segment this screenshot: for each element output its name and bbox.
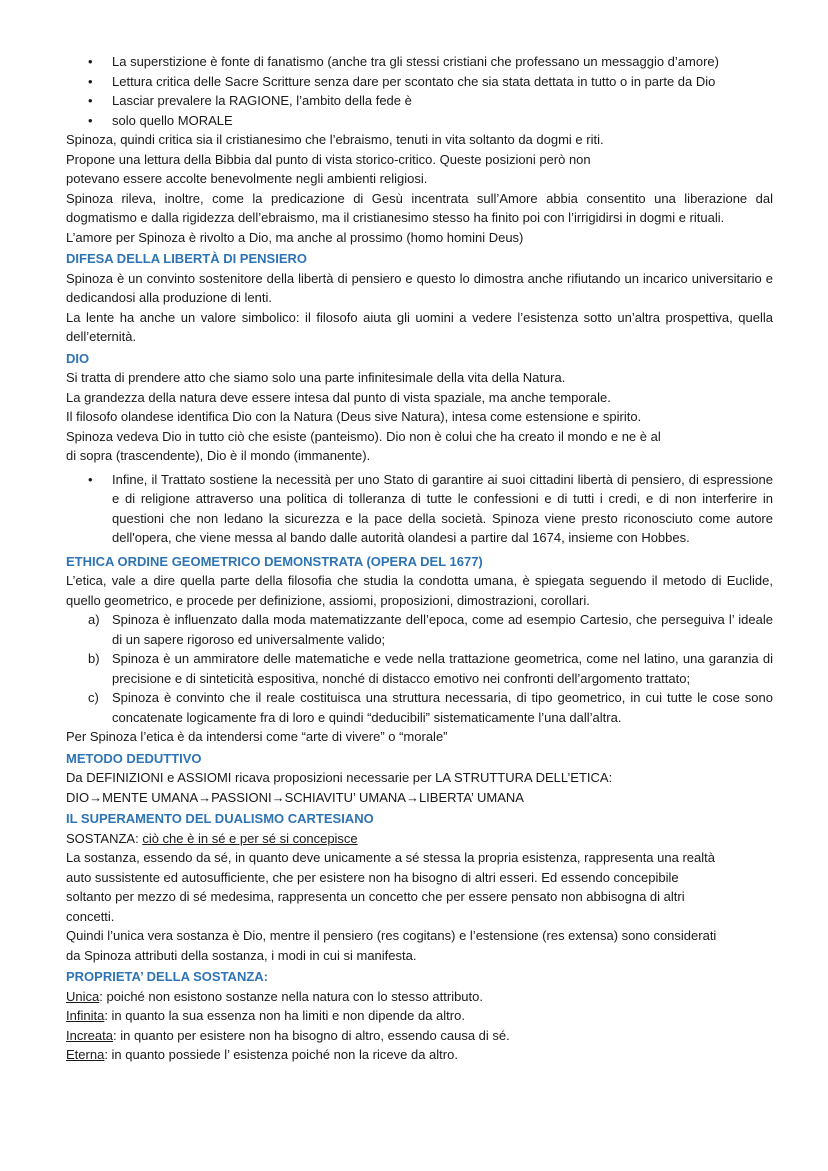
text-line: Il filosofo olandese identifica Dio con la Natura (Deus sive Natura), intesa come estensione e spirito. [66, 409, 642, 424]
list-text: Spinoza è un ammiratore delle matematiche e vede nella trattazione geometrica, come nel latino, una garanzia di precisione e di sinteticità espositiva, nonché di distacco emotivo nei confronti dell’argomento trattato; [112, 651, 773, 686]
text-line: concetti. [66, 908, 115, 924]
text-line: Per Spinoza l’etica è da intendersi come “arte di vivere” o “morale” [66, 729, 448, 744]
property-desc: : in quanto per esistere non ha bisogno di altro, essendo causa di sé. [112, 1027, 510, 1043]
text-line: Si tratta di prendere atto che siamo solo una parte infinitesimale della vita della Natura. [66, 370, 566, 385]
text-line: Spinoza vedeva Dio in tutto ciò che esiste (panteismo). Dio non è colui che ha creato il mondo e ne è al [66, 428, 661, 444]
property-term: Increata [66, 1027, 113, 1043]
property-line [66, 1045, 773, 1065]
paragraph: L’etica, vale a dire quella parte della filosofia che studia la condotta umana, è spiegata seguendo il metodo di Euclide, quello geometrico, e procede per definizione, assiomi, proposizioni, dimostrazioni, corollari. [66, 573, 773, 608]
section-heading-etica: ETHICA ORDINE GEOMETRICO DEMONSTRATA (OPERA DEL 1677) [66, 553, 483, 569]
section-heading-liberta: DIFESA DELLA LIBERTÀ DI PENSIERO [66, 251, 307, 266]
text-line: La grandezza della natura deve essere intesa dal punto di vista spaziale, ma anche temporale. [66, 389, 611, 405]
list-item: • Lettura critica delle Sacre Scritture senza dare per scontato che sia stata dettata in tutto o in parte da Dio [66, 72, 773, 92]
list-item: • Infine, il Trattato sostiene la necessità per uno Stato di garantire ai suoi cittadini libertà di pensiero, di espressione e di religione attraverso una politica di tolleranza di tutte le confessioni e di tutti i credi, e di non interferire in questioni che non ledano la sicurezza e la pace della società. Spinoza viene presto riconosciuto come autore dell'opera, che viene messa al bando dalle autorità olandesi a partire dal 1674, insieme con Hobbes. [66, 470, 773, 548]
section-heading-dualismo: IL SUPERAMENTO DEL DUALISMO CARTESIANO [66, 811, 374, 826]
property-term: Unica [66, 988, 100, 1004]
text-line: L’amore per Spinoza è rivolto a Dio, ma anche al prossimo (homo homini Deus) [66, 229, 524, 245]
paragraph: La lente ha anche un valore simbolico: il filosofo aiuta gli uomini a vedere l’esistenza sotto un’altra prospettiva, quella dell’eternità. [66, 309, 773, 344]
dio-bullet-list [66, 470, 773, 548]
sostanza-label: SOSTANZA: [66, 830, 143, 846]
list-marker: c) [88, 690, 99, 705]
text-line: auto sussistente ed autosufficiente, che per esistere non ha bisogno di altri esseri. Ed essendo concepibile [66, 869, 679, 885]
document-page [66, 52, 773, 1065]
list-text: Spinoza è convinto che il reale costituisca una struttura necessaria, di tipo geometrico, in cui tutte le cose sono concatenate logicamente fra di loro e quindi “deducibili” sistematicamente l’una dall’altra. [112, 690, 773, 725]
section-heading-dio: DIO [66, 350, 90, 366]
property-desc: : in quanto la sua essenza non ha limiti e non dipende da altro. [104, 1008, 465, 1023]
list-marker: a) [88, 612, 100, 627]
list-item: • Lasciar prevalere la RAGIONE, l’ambito della fede è [66, 91, 773, 111]
text-line: da Spinoza attributi della sostanza, i modi in cui si manifesta. [66, 947, 417, 963]
text-line: La sostanza, essendo da sé, in quanto deve unicamente a sé stessa la propria esistenza, rappresenta una realtà [66, 850, 715, 865]
intro-bullet-list [66, 52, 773, 130]
text-line: Quindi l’unica vera sostanza è Dio, mentre il pensiero (res cogitans) e l’estensione (res extensa) sono considerati [66, 928, 717, 943]
paragraph: Spinoza rileva, inoltre, come la predicazione di Gesù incentrata sull’Amore abbia consentito una liberazione dal dogmatismo e dalla rigidezza dell’ebraismo, ma il cristianesimo stesso ha finito poi con l’irrigidirsi in dogmi e rituali. [66, 190, 773, 225]
paragraph: Spinoza è un convinto sostenitore della libertà di pensiero e questo lo dimostra anche rifiutando un incarico universitario e dedicandosi alla produzione di lenti. [66, 270, 773, 305]
property-line [66, 987, 773, 1007]
deduction-chain: DIO→MENTE UMANA→PASSIONI→SCHIAVITU’ UMANA→LIBERTA’ UMANA [66, 789, 524, 805]
property-desc: : poiché non esistono sostanze nella natura con lo stesso attributo. [99, 988, 483, 1004]
text-line: potevano essere accolte benevolmente negli ambienti religiosi. [66, 171, 428, 186]
text-line: soltanto per mezzo di sé medesima, rappresenta un concetto che per essere pensato non abbisogna di altri [66, 889, 685, 904]
list-item [66, 610, 773, 649]
list-item: • La superstizione è fonte di fanatismo (anche tra gli stessi cristiani che professano un messaggio d’amore) [66, 52, 773, 72]
etica-list [66, 610, 773, 727]
property-desc: : in quanto possiede l’ esistenza poiché non la riceve da altro. [104, 1047, 458, 1062]
text-line: Spinoza, quindi critica sia il cristianesimo che l’ebraismo, tenuti in vita soltanto da dogmi e riti. [66, 132, 604, 147]
property-line [66, 1006, 773, 1026]
list-item [66, 688, 773, 727]
list-marker: b) [88, 651, 100, 666]
property-term: Infinita [66, 1008, 105, 1023]
sostanza-def: ciò che è in sé e per sé si concepisce [142, 830, 358, 846]
list-item [66, 649, 773, 688]
sostanza-definition [66, 829, 773, 849]
list-item: • solo quello MORALE [66, 111, 773, 131]
text-line: Da DEFINIZIONI e ASSIOMI ricava proposizioni necessarie per LA STRUTTURA DELL’ETICA: [66, 770, 613, 785]
text-line: Propone una lettura della Bibbia dal punto di vista storico-critico. Queste posizioni però non [66, 151, 591, 167]
property-line [66, 1026, 773, 1046]
section-heading-metodo: METODO DEDUTTIVO [66, 750, 202, 766]
property-term: Eterna [66, 1047, 105, 1062]
list-text: Spinoza è influenzato dalla moda matematizzante dell’epoca, come ad esempio Cartesio, che perseguiva l’ ideale di un sapere rigoroso ed universalmente valido; [112, 612, 773, 647]
section-heading-proprieta: PROPRIETA’ DELLA SOSTANZA: [66, 969, 268, 984]
text-line: di sopra (trascendente), Dio è il mondo (immanente). [66, 448, 371, 463]
